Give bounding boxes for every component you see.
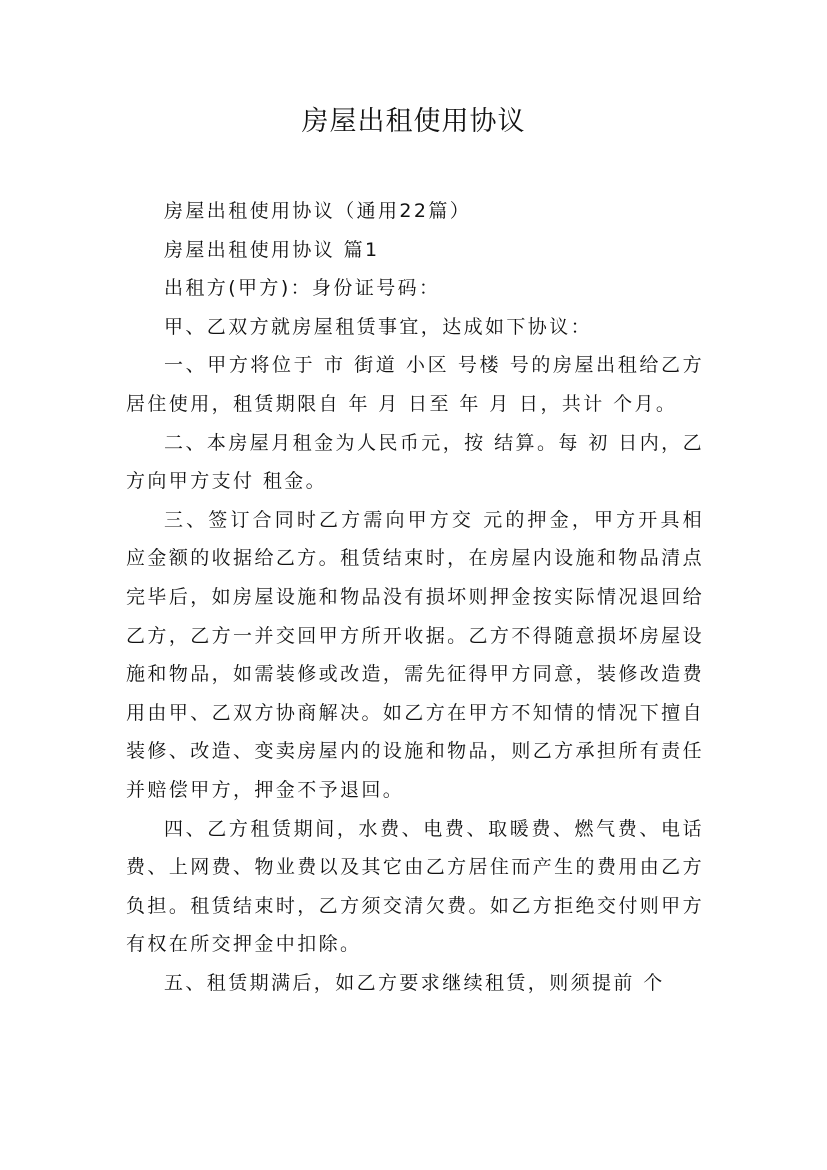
paragraph-lessor: 出租方(甲方)：身份证号码： xyxy=(164,277,441,300)
paragraph-subtitle: 房屋出租使用协议（通用22篇） xyxy=(164,200,472,222)
paragraph-clause-4: 四、乙方租赁期间，水费、电费、取暖费、燃气费、电话费、上网费、物业费以及其它由乙方居住而产生的费用由乙方负担。租赁结束时，乙方须交清欠费。如乙方拒绝交付则甲方有权在所交押金中扣除。 xyxy=(126,817,704,956)
paragraph-section-heading: 房屋出租使用协议 篇1 xyxy=(164,238,380,261)
paragraph-clause-2: 二、本房屋月租金为人民币元，按 结算。每 初 日内，乙方向甲方支付 租金。 xyxy=(126,431,704,493)
paragraph-clause-5: 五、租赁期满后，如乙方要求继续租赁，则须提前 个 xyxy=(164,971,665,994)
document-body xyxy=(126,192,704,1002)
paragraph-clause-1: 一、甲方将位于 市 街道 小区 号楼 号的房屋出租给乙方居住使用，租赁期限自 年 月 日至 年 月 日，共计 个月。 xyxy=(126,354,704,415)
document-title: 房屋出租使用协议 xyxy=(301,106,526,137)
paragraph-clause-3: 三、签订合同时乙方需向甲方交 元的押金，甲方开具相应金额的收据给乙方。租赁结束时，在房屋内设施和物品清点完毕后，如房屋设施和物品没有损坏则押金按实际情况退回给乙方，乙方一并交回甲方所开收据。乙方不得随意损坏房屋设施和物品，如需装修或改造，需先征得甲方同意，装修改造费用由甲、乙双方协商解决。如乙方在甲方不知情的情况下擅自装修、改造、变卖房屋内的设施和物品，则乙方承担所有责任并赔偿甲方，押金不予退回。 xyxy=(126,508,704,801)
paragraph-intro: 甲、乙双方就房屋租赁事宜，达成如下协议： xyxy=(164,315,593,338)
